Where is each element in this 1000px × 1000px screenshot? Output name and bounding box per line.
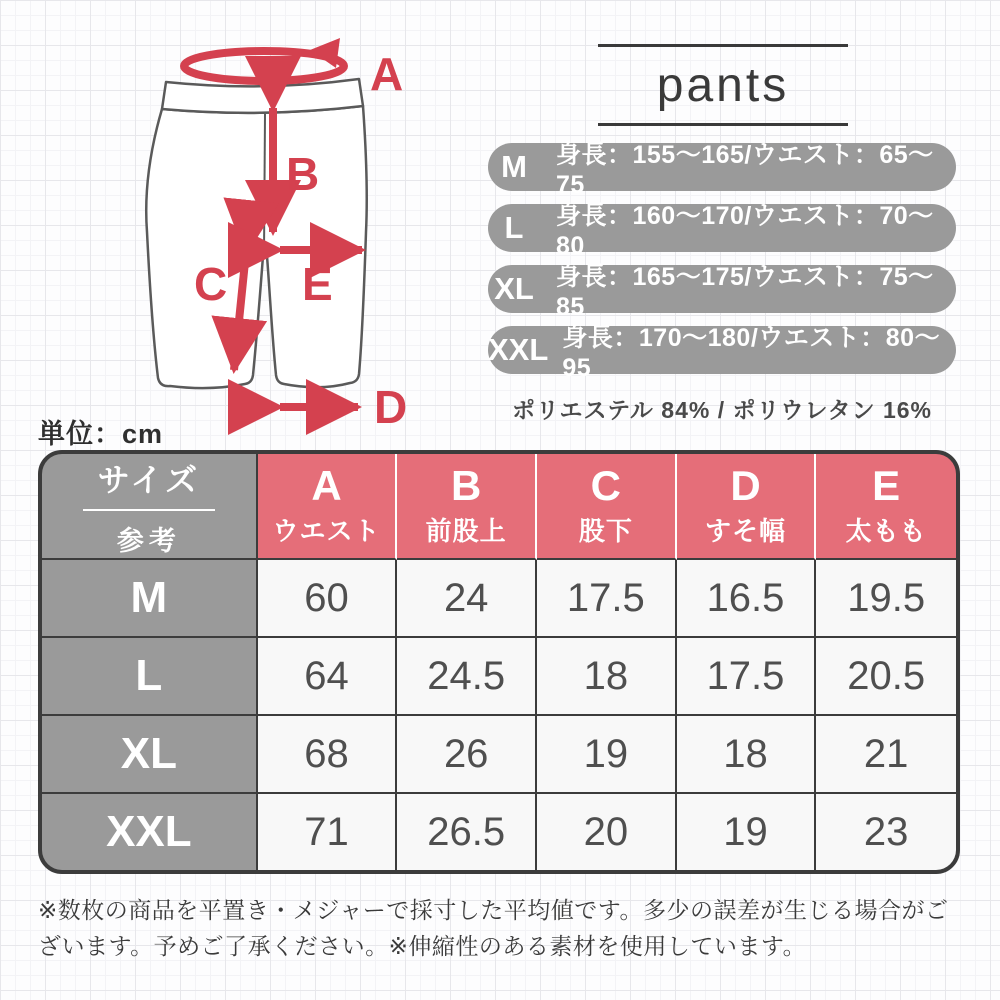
pill-size-label: XXL (488, 332, 549, 367)
cell-value: 19.5 (816, 560, 956, 638)
cell-value: 60 (258, 560, 398, 638)
column-letter: A (311, 462, 342, 510)
column-header-a (258, 454, 398, 560)
cell-value: 64 (258, 638, 398, 716)
pants-front-seam (264, 114, 265, 254)
corner-divider (83, 509, 215, 511)
size-pill-list (488, 140, 956, 382)
diagram-label-c: C (194, 258, 228, 310)
cell-value: 71 (258, 794, 398, 870)
column-header-c (537, 454, 677, 560)
table-row-xl (42, 716, 956, 794)
size-table (38, 450, 960, 874)
cell-value: 24.5 (397, 638, 537, 716)
pill-size-label: L (504, 210, 524, 245)
diagram-label-b: B (286, 148, 320, 200)
cell-value: 20.5 (816, 638, 956, 716)
diagram-label-e: E (302, 258, 333, 310)
table-row-m (42, 560, 956, 638)
cell-value: 21 (816, 716, 956, 794)
cell-value: 16.5 (677, 560, 817, 638)
column-letter: D (730, 462, 761, 510)
diagram-label-a: A (370, 48, 404, 100)
cell-value: 19 (537, 716, 677, 794)
pill-size-label: M (501, 149, 527, 184)
column-header-b (397, 454, 537, 560)
column-label: 太もも (845, 515, 927, 546)
table-row-xxl (42, 794, 956, 870)
column-letter: B (451, 462, 482, 510)
cell-value: 24 (397, 560, 537, 638)
cell-value: 17.5 (537, 560, 677, 638)
pants-measurement-diagram (100, 30, 460, 442)
column-header-d (677, 454, 817, 560)
cell-value: 26 (397, 716, 537, 794)
unit-label: 単位：cm (38, 419, 164, 449)
table-corner-cell (42, 454, 258, 560)
cell-value: 19 (677, 794, 817, 870)
diagram-label-d: D (374, 381, 408, 433)
size-pill-m (488, 140, 956, 199)
size-pill-l (488, 201, 956, 260)
cell-value: 20 (537, 794, 677, 870)
pill-spec-text: 身長：165～175/ウエスト：75～85 (556, 262, 934, 321)
material-composition: ポリエステル 84% / ポリウレタン 16% (511, 397, 933, 423)
column-header-e (816, 454, 956, 560)
row-size-label: M (42, 560, 258, 638)
corner-ref-label: 参考 (116, 525, 181, 556)
column-label: すそ幅 (704, 515, 786, 546)
cell-value: 18 (677, 716, 817, 794)
size-pill-xl (488, 262, 956, 321)
column-label: ウエスト (272, 515, 381, 546)
product-title: pants (598, 44, 848, 126)
row-size-label: XXL (42, 794, 258, 870)
column-label: 股下 (578, 515, 633, 546)
table-row-l (42, 638, 956, 716)
cell-value: 23 (816, 794, 956, 870)
footnote: ※数枚の商品を平置き・メジャーで採寸した平均値です。多少の誤差が生じる場合がございます。予めご了承ください。※伸縮性のある素材を使用しています。 (38, 897, 949, 959)
pill-size-label: XL (494, 271, 534, 306)
table-header-row (42, 454, 956, 560)
pill-spec-text: 身長：170～180/ウエスト：80～95 (562, 323, 941, 382)
row-size-label: L (42, 638, 258, 716)
corner-size-label: サイズ (97, 461, 201, 498)
waist-arrowhead (310, 38, 340, 68)
row-size-label: XL (42, 716, 258, 794)
column-letter: E (872, 462, 901, 510)
cell-value: 68 (258, 716, 398, 794)
pill-spec-text: 身長：155～165/ウエスト：65～75 (556, 140, 934, 199)
cell-value: 26.5 (397, 794, 537, 870)
size-pill-xxl (488, 323, 956, 382)
cell-value: 18 (537, 638, 677, 716)
column-letter: C (590, 462, 622, 510)
pill-spec-text: 身長：160～170/ウエスト：70～80 (556, 201, 934, 260)
cell-value: 17.5 (677, 638, 817, 716)
size-table-grid (42, 454, 956, 870)
column-label: 前股上 (425, 515, 507, 546)
